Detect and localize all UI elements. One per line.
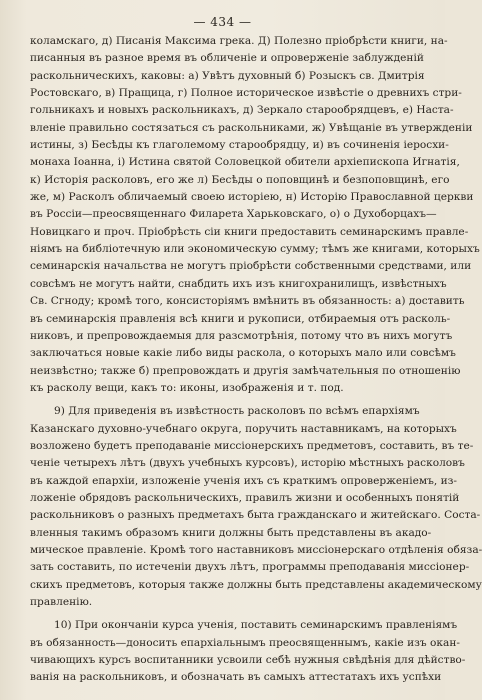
- text-line: гольникахъ и новыхъ раскольникахъ, д) Зеркало старообрядцевъ, е) Наста-: [30, 104, 454, 117]
- text-line: заключаться новые какіе либо виды раскола, о которыхъ мало или совсѣмъ: [30, 347, 456, 360]
- text-line: раскольниковъ о разныхъ предметахъ быта гражданскаго и житейскаго. Соста-: [30, 509, 481, 522]
- paragraph-1: [30, 33, 480, 397]
- text-line: семинарскія начальства не могутъ пріобрѣсти собственными средствами, или: [30, 260, 472, 273]
- text-line: ченіе четырехъ лѣтъ (двухъ учебныхъ курсовъ), исторію мѣстныхъ расколовъ: [30, 457, 465, 470]
- text-line: ложеніе обрядовъ раскольническихъ, правилъ жизни и особенныхъ понятій: [30, 491, 460, 504]
- text-line: Казанскаго духовно-учебнаго округа, поручить наставникамъ, на которыхъ: [30, 422, 457, 435]
- text-line: ніямъ на библіотечную или экономическую сумму; тѣмъ же книгами, которыхъ: [30, 243, 480, 256]
- text-line: совсѣмъ не могутъ найти, снабдить ихъ изъ книгохранилищъ, извѣстныхъ: [30, 277, 447, 290]
- text-line: въ Россіи—преосвященнаго Филарета Харьковскаго, о) о Духоборцахъ—: [30, 208, 437, 221]
- text-line: мическое правленіе. Кромѣ того наставниковъ миссіонерскаго отдѣленія обяза-: [30, 543, 482, 556]
- page-number: — 434 —: [193, 15, 252, 29]
- text-line: монаха Іоанна, і) Истина святой Соловецкой обители архіепископа Игнатія,: [30, 156, 460, 169]
- text-line: же, м) Расколъ обличаемый своею исторіею, н) Исторію Православной церкви: [30, 191, 474, 204]
- text-line: правленію.: [30, 596, 93, 608]
- text-line: возложено будетъ преподаваніе миссіонерскихъ предметовъ, составить, въ те-: [30, 439, 474, 452]
- body-text: [30, 33, 482, 687]
- text-line: коламскаго, д) Писанія Максима грека. Д) Полезно пріобрѣсти книги, на-: [30, 35, 448, 47]
- text-line: ванія на раскольниковъ, и обозначать въ самыхъ аттестатахъ ихъ успѣхи: [30, 671, 442, 684]
- text-line: зать составить, по истеченіи двухъ лѣтъ, программы преподаванія миссіонер-: [30, 561, 470, 574]
- text-line: въ семинарскія правленія всѣ книги и рукописи, отбираемыя отъ расколь-: [30, 312, 451, 325]
- text-line: Ростовскаго, в) Пращица, г) Полное историческое извѣстіе о древнихъ стри-: [30, 87, 462, 100]
- text-line: писанныя въ разное время въ обличеніе и опроверженіе заблужденій: [30, 52, 424, 65]
- text-line: вленіе правильно состязаться съ раскольниками, ж) Увѣщаніе въ утвержденіи: [30, 121, 473, 134]
- text-line: 10) При окончаніи курса ученія, поставить семинарскимъ правленіямъ: [54, 619, 458, 632]
- text-line: въ каждой епархіи, изложеніе ученія ихъ съ краткимъ опроверженіемъ, из-: [30, 474, 457, 487]
- text-line: 9) Для приведенія въ извѣстность расколовъ по всѣмъ епархіямъ: [54, 405, 420, 418]
- paragraph-2: [30, 403, 482, 611]
- text-line: чивающихъ курсъ воспитанники усвоили себѣ нужныя свѣдѣнія для дѣйство-: [30, 654, 466, 667]
- text-line: истины, з) Бесѣды къ глаголемому старообрядцу, и) въ сочиненія іеросхи-: [30, 139, 449, 152]
- text-line: к) Исторія расколовъ, его же л) Бесѣды о поповщинѣ и безпоповщинѣ, его: [30, 173, 450, 186]
- text-line: вленныя такимъ образомъ книги должны быть представлены въ акадо-: [30, 526, 432, 539]
- text-line: раскольническихъ, каковы: а) Увѣтъ духовный б) Розыскъ св. Дмитрія: [30, 69, 425, 82]
- text-line: Св. Сгноду; кромѣ того, консисторіямъ вмѣнить въ обязанность: а) доставить: [30, 295, 465, 308]
- text-line: къ расколу вещи, какъ то: иконы, изображенія и т. под.: [30, 381, 344, 394]
- text-line: скихъ предметовъ, которыя также должны быть представлены академическому: [30, 578, 482, 591]
- paragraph-3: [30, 617, 466, 686]
- text-line: неизвѣстно; также б) препровождать и другія замѣчательныя по отношенію: [30, 364, 461, 377]
- text-line: никовъ, и препровождаемыя для разсмотрѣнія, потому что въ нихъ могутъ: [30, 329, 453, 342]
- text-line: Новицкаго и проч. Пріобрѣсть сіи книги предоставить семинарскимъ правле-: [30, 225, 469, 238]
- text-line: въ обязанность—доносить епархіальнымъ преосвященнымъ, какіе изъ окан-: [30, 636, 460, 649]
